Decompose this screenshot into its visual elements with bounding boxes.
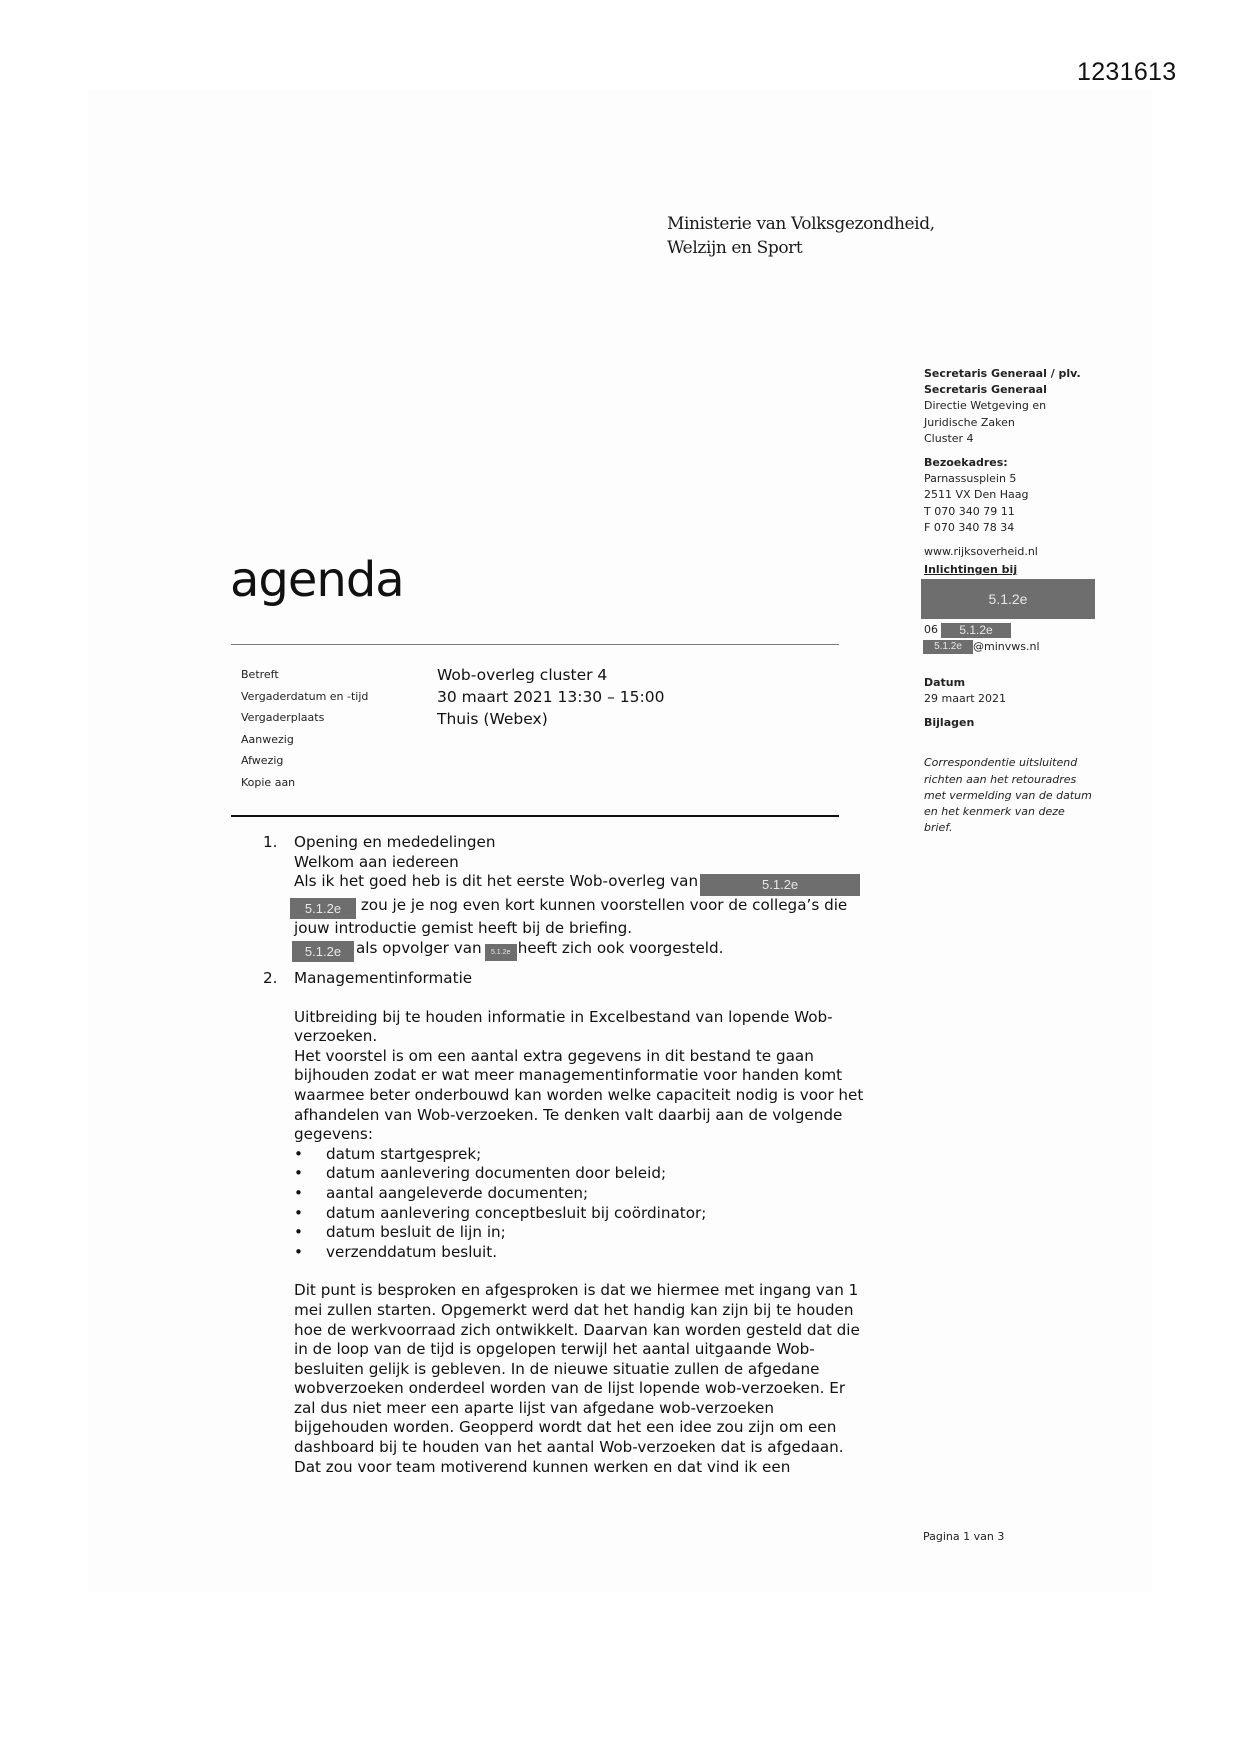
unit-line: Directie Wetgeving en [924,399,1047,413]
bullet-text: datum startgesprek; [326,1144,482,1163]
body-line: Dat zou voor team motiverend kunnen werken en dat vind ik een [294,1457,791,1476]
meta-value-datetime: 30 maart 2021 13:30 – 15:00 [437,688,665,706]
fax-line: F 070 340 78 34 [924,520,1015,534]
body-line: bijgehouden worden. Geopperd wordt dat het een idee zou zijn om een [294,1418,837,1437]
bullet-item [294,1243,863,1263]
redaction-box: 5.1.2e [485,944,517,961]
bullet-icon: • [294,1223,303,1242]
correspondence-notice: en het kenmerk van deze [924,805,1065,819]
bullet-icon: • [294,1242,303,1261]
date-value: 29 maart 2021 [924,692,1007,706]
bullet-text: datum aanlevering conceptbesluit bij coördinator; [326,1203,707,1222]
document-number: 1231613 [1077,58,1177,86]
body-line: hoe de werkvoorraad zich ontwikkelt. Daarvan kan worden gesteld dat die [294,1320,860,1339]
bullet-text: datum besluit de lijn in; [326,1223,506,1242]
correspondence-notice: Correspondentie uitsluitend [924,756,1078,770]
meta-label: Kopie aan [241,775,296,789]
body-line: mei zullen starten. Opgemerkt werd dat het handig kan zijn bij te houden [294,1300,854,1319]
date-label: Datum [924,675,966,689]
body-line: besluiten gelijk is gebleven. In de nieuwe situatie zullen de afgedane [294,1359,820,1378]
bullet-icon: • [294,1144,303,1163]
bullet-icon: • [294,1183,303,1202]
sender-sidebar [924,366,1134,836]
bullet-item [294,1204,863,1224]
phone-line: T 070 340 79 11 [924,504,1015,518]
meta-value-subject: Wob-overleg cluster 4 [437,666,608,684]
bullet-icon: • [294,1164,303,1183]
body-line: jouw introductie gemist heeft bij de briefing. [294,919,633,938]
redaction-box: 5.1.2e [941,623,1011,638]
body-line: Uitbreiding bij te houden informatie in Excelbestand van lopende Wob- [294,1007,833,1026]
item-heading: Managementinformatie [294,969,473,987]
ministry-letterhead [667,212,935,260]
body-line: Welkom aan iedereen [294,852,459,871]
meta-label: Betreft [241,668,279,681]
correspondence-notice: brief. [924,821,953,835]
meta-value-location: Thuis (Webex) [437,710,548,728]
meta-label: Aanwezig [241,732,294,746]
unit-line: Juridische Zaken [924,415,1015,429]
meta-label: Afwezig [241,754,284,767]
page-title: agenda [230,552,404,608]
body-line: in de loop van de tijd is opgelopen terwijl het aantal uitgaande Wob- [294,1340,815,1359]
phone-prefix: 06 [924,623,938,637]
contact-phone-row [924,622,1134,638]
item-heading: Opening en mededelingen [294,833,496,851]
letterhead-line: Ministerie van Volksgezondheid, [667,214,935,234]
body-line: Het voorstel is om een aantal extra gegevens in dit bestand te gaan [294,1046,814,1065]
agenda-item-2 [294,969,863,1477]
body-line: waarmee beter onderbouwd kan worden welke capaciteit nodig is voor het [294,1085,864,1104]
body-line: bijhouden zodat er wat meer managementinformatie voor handen komt [294,1066,843,1085]
bullet-icon: • [294,1203,303,1222]
contact-email-row [924,639,1134,655]
redaction-box: 5.1.2e [700,874,860,896]
redaction-box: 5.1.2e [921,579,1095,619]
department-line: Secretaris Generaal [924,383,1047,397]
bullet-item [294,1164,863,1184]
divider [231,815,839,817]
divider [231,644,839,645]
contact-label: Inlichtingen bij [924,563,1018,577]
item-number: 2. [263,969,278,987]
bullet-text: verzenddatum besluit. [326,1242,498,1261]
body-text: heeft zich ook voorgesteld. [517,938,724,957]
address-line: 2511 VX Den Haag [924,488,1029,502]
correspondence-notice: richten aan het retouradres [924,772,1077,786]
body-line [294,896,860,919]
redaction-box: 5.1.2e [290,898,356,919]
page-number: Pagina 1 van 3 [923,1530,1005,1543]
body-line: Dit punt is besproken en afgesproken is dat we hiermee met ingang van 1 [294,1281,859,1300]
item-number: 1. [263,833,278,851]
visit-address-label: Bezoekadres: [924,456,1008,470]
email-domain: @minvws.nl [973,639,1040,653]
unit-line: Cluster 4 [924,431,974,445]
meta-labels [241,668,368,797]
agenda-item-1 [294,833,860,962]
body-text: zou je je nog even kort kunnen voorstellen voor de collega’s die [360,896,848,915]
bullet-text: aantal aangeleverde documenten; [326,1183,589,1202]
website-link[interactable]: www.rijksoverheid.nl [924,545,1038,559]
meta-label: Vergaderdatum en -tijd [241,689,369,703]
body-text: als opvolger van [356,938,482,957]
address-line: Parnassusplein 5 [924,472,1017,486]
redaction-box: 5.1.2e [292,941,354,962]
body-line: dashboard bij te houden van het aantal Wob-verzoeken dat is afgedaan. [294,1438,844,1457]
letterhead-line: Welzijn en Sport [667,238,803,258]
bullet-item [294,1145,863,1165]
body-line: gegevens: [294,1125,373,1144]
department-line: Secretaris Generaal / plv. [924,367,1081,380]
attachments-label: Bijlagen [924,716,975,730]
body-line: wobverzoeken onderdeel worden van de lijst lopende wob-verzoeken. Er [294,1379,846,1398]
bullet-item [294,1223,863,1243]
redaction-box: 5.1.2e [923,640,973,654]
body-line: afhandelen van Wob-verzoeken. Te denken valt daarbij aan de volgende [294,1105,843,1124]
body-text: Als ik het goed heb is dit het eerste Wob-overleg van [294,872,699,891]
correspondence-notice: met vermelding van de datum [924,788,1092,802]
meta-label: Vergaderplaats [241,711,325,724]
bullet-text: datum aanlevering documenten door beleid; [326,1164,667,1183]
meta-values [437,666,664,732]
bullet-item [294,1184,863,1204]
body-line [294,872,860,896]
body-line: zal dus niet meer een aparte lijst van afgedane wob-verzoeken [294,1398,774,1417]
body-line: verzoeken. [294,1027,378,1046]
body-line [294,939,860,962]
